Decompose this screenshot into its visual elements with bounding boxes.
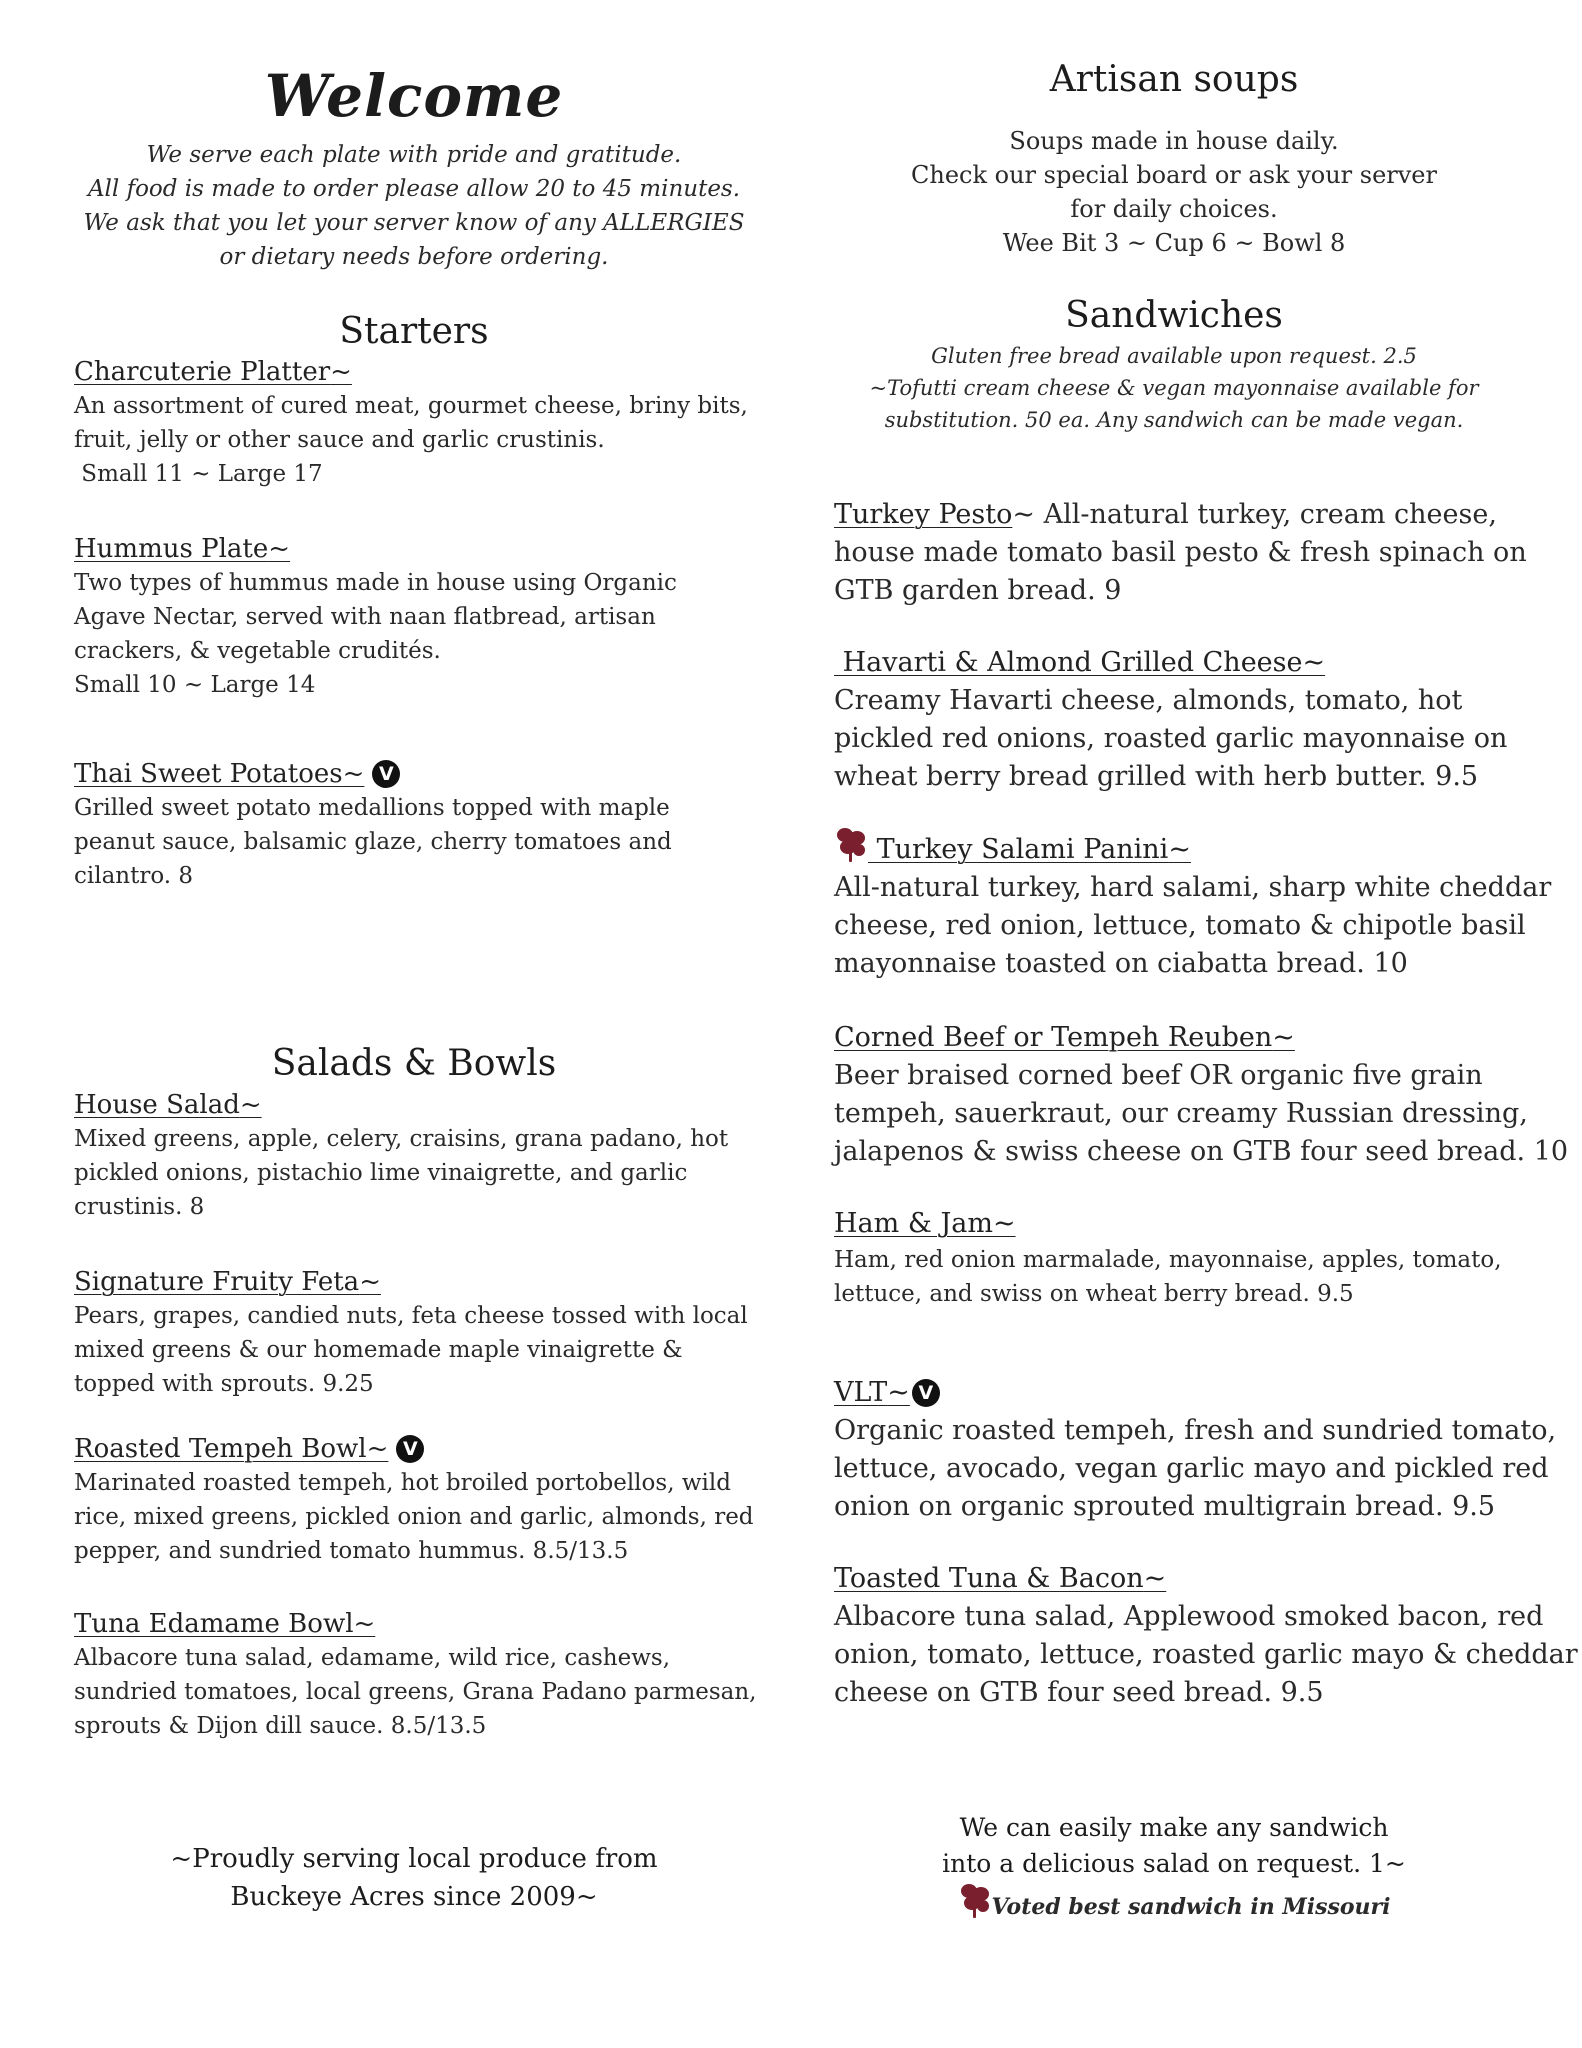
item-desc-line: All-natural turkey, cream cheese, [1035, 499, 1497, 530]
sandwiches-title: Sandwiches [1065, 295, 1283, 336]
item-desc-line: Two types of hummus made in house using Organic [74, 570, 677, 596]
soups-line: Soups made in house daily. [1009, 127, 1339, 155]
item-suffix: ~ [1272, 1022, 1295, 1053]
local-produce-note [74, 1840, 754, 1916]
item-name: VLT [834, 1377, 888, 1408]
item-suffix: ~ [1302, 647, 1326, 678]
item-name: Thai Sweet Potatoes [74, 759, 343, 789]
item-desc-line: Albacore tuna salad, edamame, wild rice, cashews, [74, 1645, 671, 1671]
item-suffix: ~ [887, 1377, 910, 1408]
item-name: Ham & Jam [834, 1208, 993, 1239]
item-desc-line: tempeh, sauerkraut, our creamy Russian dressing, [834, 1098, 1528, 1129]
item-desc-line: fruit, jelly or other sauce and garlic crustinis. [74, 427, 605, 453]
item-name: Corned Beef or Tempeh Reuben [834, 1022, 1273, 1053]
menu-item-turkey-salami-panini [834, 826, 1552, 983]
item-name: Roasted Tempeh Bowl [74, 1434, 367, 1464]
welcome-title: Welcome [264, 62, 564, 130]
item-suffix: ~ [366, 1434, 389, 1464]
menu-item-roasted-tempeh-bowl [74, 1432, 764, 1568]
soups-info [834, 124, 1514, 260]
item-suffix: ~ [342, 759, 365, 789]
item-desc-line: cheese on GTB four seed bread. 9.5 [834, 1677, 1324, 1708]
item-name: Tuna Edamame Bowl [74, 1609, 354, 1639]
item-name: Hummus Plate [74, 534, 269, 564]
menu-item-house-salad [74, 1088, 764, 1224]
item-name: Signature Fruity Feta [74, 1267, 360, 1297]
item-desc-line: wheat berry bread grilled with herb butter. 9.5 [834, 761, 1479, 792]
item-suffix: ~ [1168, 834, 1191, 865]
salad-conversion-note [834, 1810, 1514, 1925]
item-desc-line: onion, tomato, lettuce, roasted garlic mayo & cheddar [834, 1639, 1578, 1670]
menu-item-turkey-pesto [834, 496, 1534, 610]
footer-line: ~Proudly serving local produce from [170, 1844, 658, 1874]
menu-item-fruity-feta [74, 1265, 764, 1401]
note-line: Gluten free bread available upon request. 2.5 [931, 344, 1417, 368]
award-flower-icon [958, 1882, 992, 1918]
note-line: substitution. 50 ea. Any sandwich can be made vegan. [884, 408, 1464, 432]
item-desc-line: Grilled sweet potato medallions topped with maple [74, 795, 670, 821]
item-desc-line: cilantro. 8 [74, 863, 194, 889]
item-desc-line: mixed greens & our homemade maple vinaigrette & [74, 1337, 683, 1363]
menu-item-charcuterie [74, 355, 764, 491]
item-desc-line: peanut sauce, balsamic glaze, cherry tomatoes and [74, 829, 672, 855]
item-desc-line: sundried tomatoes, local greens, Grana Padano parmesan, [74, 1679, 757, 1705]
voted-best [834, 1882, 1514, 1925]
menu-item-havarti-grilled-cheese [834, 644, 1534, 796]
award-flower-icon [834, 826, 868, 862]
vegan-badge-icon: V [912, 1379, 940, 1407]
soups-title: Artisan soups [1049, 59, 1299, 100]
item-desc-line: An assortment of cured meat, gourmet cheese, briny bits, [74, 393, 748, 419]
item-desc-line: crackers, & vegetable crudités. [74, 638, 441, 664]
item-name: Havarti & Almond Grilled Cheese [834, 647, 1303, 678]
item-desc-line: house made tomato basil pesto & fresh spinach on [834, 537, 1527, 568]
item-desc-line: pickled onions, pistachio lime vinaigrette, and garlic [74, 1160, 688, 1186]
item-desc-line: Albacore tuna salad, Applewood smoked bacon, red [834, 1601, 1544, 1632]
item-name: Turkey Pesto [834, 499, 1013, 530]
item-desc-line: All-natural turkey, hard salami, sharp white cheddar [834, 872, 1552, 903]
item-suffix: ~ [239, 1090, 262, 1120]
menu-item-vlt [834, 1374, 1557, 1526]
item-desc-line: rice, mixed greens, pickled onion and garlic, almonds, red [74, 1504, 754, 1530]
vegan-badge-icon: V [396, 1435, 424, 1463]
item-desc-line: jalapenos & swiss cheese on GTB four seed bread. 10 [834, 1136, 1569, 1167]
item-desc-line: topped with sprouts. 9.25 [74, 1371, 374, 1397]
item-name: Turkey Salami Panini [868, 834, 1169, 865]
item-desc-line: Mixed greens, apple, celery, craisins, grana padano, hot [74, 1126, 729, 1152]
item-suffix: ~ [359, 1267, 381, 1297]
menu-item-tuna-edamame-bowl [74, 1607, 764, 1743]
menu-item-reuben [834, 1019, 1569, 1171]
footer-line: We can easily make any sandwich [959, 1813, 1389, 1842]
item-desc-line: lettuce, and swiss on wheat berry bread. 9.5 [834, 1281, 1354, 1307]
footer-line: Buckeye Acres since 2009~ [230, 1882, 598, 1912]
menu-item-thai-sweet-potatoes [74, 757, 764, 893]
item-desc-line: crustinis. 8 [74, 1194, 205, 1220]
note-line: ~Tofutti cream cheese & vegan mayonnaise available for [869, 376, 1479, 400]
soups-line: Check our special board or ask your server [911, 161, 1437, 189]
menu-item-toasted-tuna-bacon [834, 1560, 1578, 1712]
item-suffix: ~ [992, 1208, 1016, 1239]
footer-line: into a delicious salad on request. 1~ [942, 1849, 1406, 1878]
item-suffix: ~ [353, 1609, 376, 1639]
welcome-intro [74, 138, 754, 274]
starters-title: Starters [339, 311, 489, 352]
intro-line: We serve each plate with pride and gratitude. [146, 142, 682, 168]
soups-line: for daily choices. [1070, 195, 1278, 223]
salads-title: Salads & Bowls [271, 1043, 557, 1084]
vegan-badge-icon: V [372, 760, 400, 788]
item-suffix: ~ [1143, 1563, 1167, 1594]
item-desc-line: GTB garden bread. 9 [834, 575, 1122, 606]
item-desc-line: onion on organic sprouted multigrain bread. 9.5 [834, 1491, 1496, 1522]
item-desc-line: pepper, and sundried tomato hummus. 8.5/13.5 [74, 1538, 629, 1564]
item-price-line: Small 10 ~ Large 14 [74, 672, 316, 698]
intro-line: All food is made to order please allow 20 to 45 minutes. [87, 176, 741, 202]
item-desc-line: Organic roasted tempeh, fresh and sundried tomato, [834, 1415, 1557, 1446]
soups-line: Wee Bit 3 ~ Cup 6 ~ Bowl 8 [1002, 229, 1346, 257]
item-name: Toasted Tuna & Bacon [834, 1563, 1144, 1594]
item-desc-line: lettuce, avocado, vegan garlic mayo and pickled red [834, 1453, 1549, 1484]
item-price-line: Small 11 ~ Large 17 [74, 461, 323, 487]
item-suffix: ~ [1012, 499, 1035, 530]
item-desc-line: Creamy Havarti cheese, almonds, tomato, hot [834, 685, 1463, 716]
item-desc-line: cheese, red onion, lettuce, tomato & chipotle basil [834, 910, 1526, 941]
sandwiches-notes [834, 340, 1514, 436]
item-desc-line: Agave Nectar, served with naan flatbread, artisan [74, 604, 656, 630]
item-desc-line: Ham, red onion marmalade, mayonnaise, apples, tomato, [834, 1247, 1502, 1273]
menu-item-ham-and-jam [834, 1205, 1534, 1311]
item-name: House Salad [74, 1090, 240, 1120]
item-desc-line: Pears, grapes, candied nuts, feta cheese tossed with local [74, 1303, 748, 1329]
item-desc-line: Marinated roasted tempeh, hot broiled portobellos, wild [74, 1470, 731, 1496]
item-desc-line: Beer braised corned beef OR organic five grain [834, 1060, 1483, 1091]
item-name: Charcuterie Platter [74, 357, 331, 387]
item-suffix: ~ [330, 357, 352, 387]
item-suffix: ~ [268, 534, 291, 564]
menu-item-hummus [74, 532, 764, 702]
item-desc-line: sprouts & Dijon dill sauce. 8.5/13.5 [74, 1713, 487, 1739]
item-desc-line: mayonnaise toasted on ciabatta bread. 10 [834, 948, 1408, 979]
intro-line: or dietary needs before ordering. [219, 244, 609, 270]
intro-line: We ask that you let your server know of any ALLERGIES [83, 210, 745, 236]
voted-best-text: Voted best sandwich in Missouri [991, 1894, 1391, 1920]
item-desc-line: pickled red onions, roasted garlic mayonnaise on [834, 723, 1508, 754]
